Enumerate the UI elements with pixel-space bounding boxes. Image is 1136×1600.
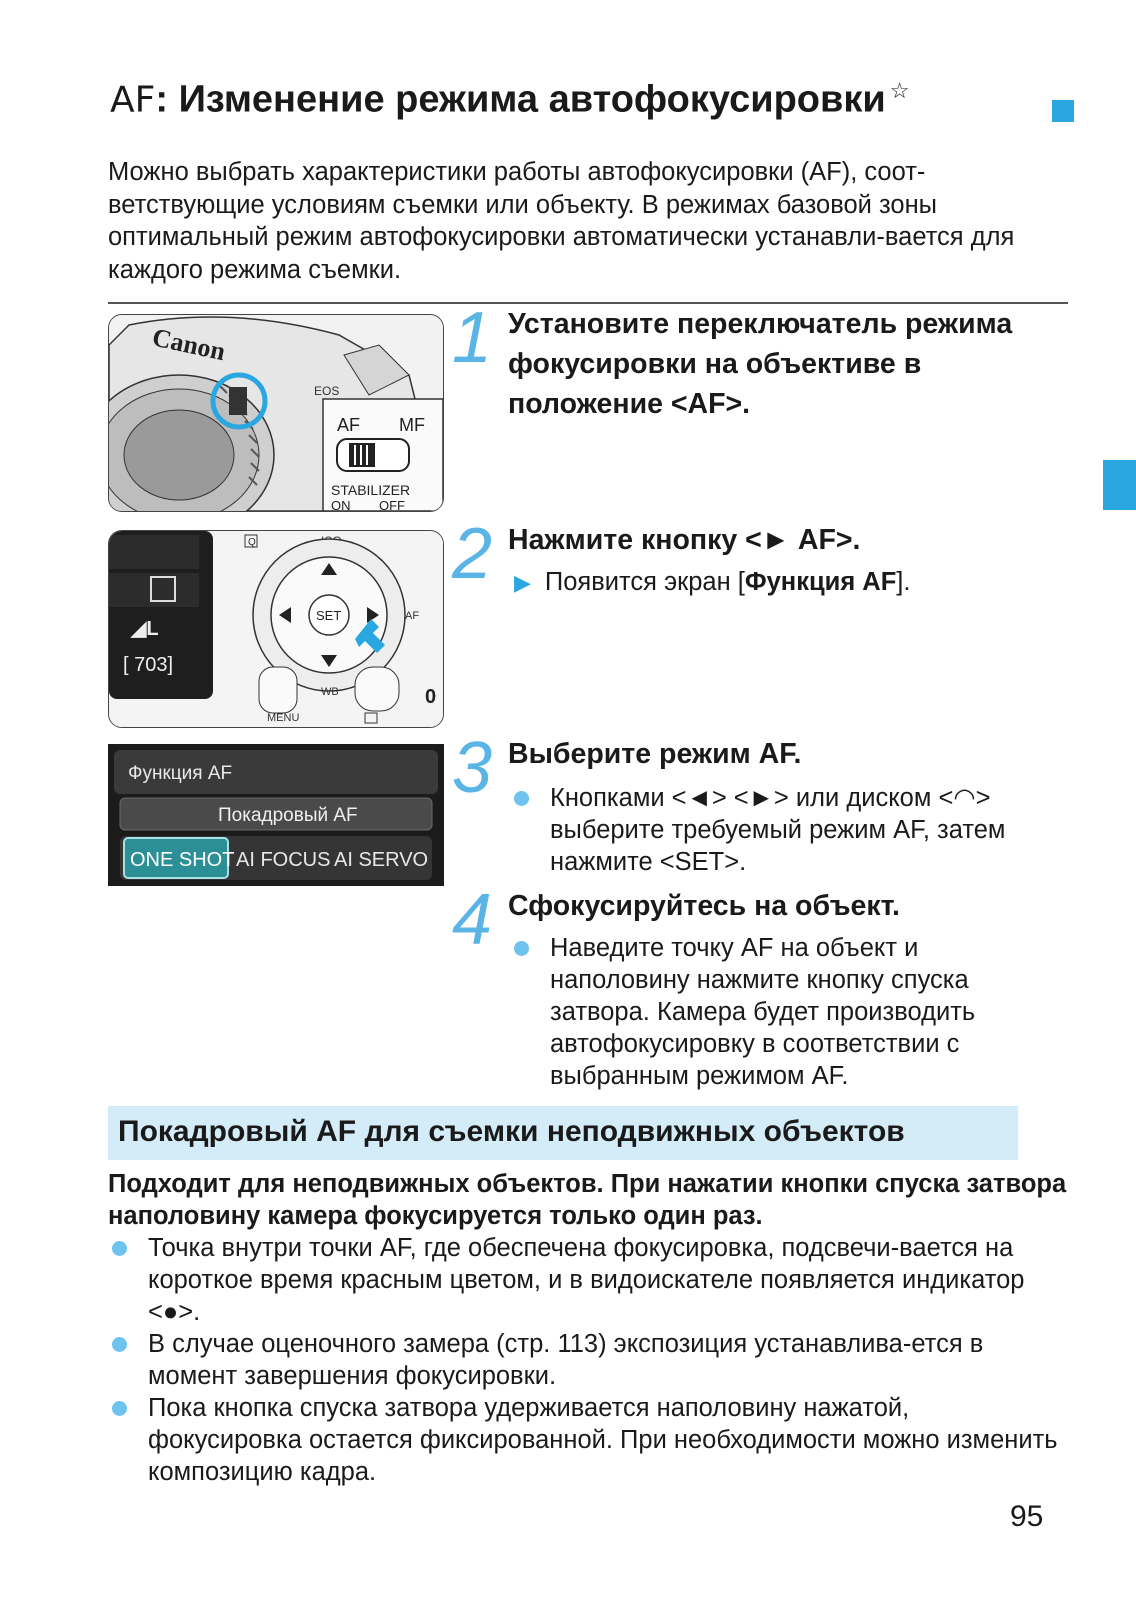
arrow-right-icon: ▶ <box>514 570 531 595</box>
bullet-icon <box>112 1241 127 1256</box>
step-number-4: 4 <box>452 880 493 960</box>
page-number: 95 <box>1010 1500 1044 1533</box>
svg-text:EOS: EOS <box>314 384 340 398</box>
step-heading-2: Нажмите кнопку <► AF>. <box>508 524 861 556</box>
menu-option-ai-focus[interactable]: AI FOCUS <box>236 849 331 871</box>
bullet-icon <box>514 941 529 956</box>
title-text: Изменение режима автофокусировки <box>178 78 886 121</box>
quality-label: ◢L <box>131 618 159 640</box>
step-number-2: 2 <box>452 514 493 594</box>
title-colon: : <box>155 78 168 121</box>
af-function-menu <box>108 744 444 886</box>
bullet-icon <box>514 791 529 806</box>
list-item: В случае оценочного замера (стр. 113) экспозиция устанавлива-ется в момент завершения фокусировки. <box>108 1328 1068 1392</box>
list-item: Пока кнопка спуска затвора удерживается наполовину нажатой, фокусировка остается фиксированной. При необходимости можно изменить композицию кадра. <box>108 1392 1068 1488</box>
section-title: Покадровый AF для съемки неподвижных объектов <box>118 1115 905 1148</box>
step-heading-4: Сфокусируйтесь на объект. <box>508 890 900 922</box>
stabilizer-on-label: ON <box>331 498 351 511</box>
side-tab <box>1103 460 1136 510</box>
shots-remaining: [ 703] <box>123 654 174 676</box>
step-body-3: Кнопками <◄> <►> или диском <◠> выберите требуемый режим AF, затем нажмите <SET>. <box>514 782 1054 878</box>
af-symbol: AF <box>110 79 156 121</box>
stabilizer-label: STABILIZER <box>331 482 411 498</box>
step-body-4: Наведите точку AF на объект и наполовину нажмите кнопку спуска затвора. Камера будет производить автофокусировку в соответствии с выбранным режимом AF. <box>514 932 1054 1092</box>
list-item: Точка внутри точки AF, где обеспечена фокусировка, подсвечи-вается на короткое время красным цветом, и в видоискателе появляется индикатор <●>. <box>108 1232 1068 1328</box>
q-label: Q <box>248 537 256 548</box>
menu-option-ai-servo[interactable]: AI SERVO <box>334 849 429 871</box>
menu-option-one-shot[interactable]: ONE SHOT <box>130 849 235 871</box>
section-lead: Подходит для неподвижных объектов. При нажатии кнопки спуска затвора наполовину камера фокусируется только один раз. <box>108 1170 1067 1230</box>
page-title <box>110 78 1100 122</box>
menu-title: Функция AF <box>128 763 233 784</box>
stabilizer-off-label: OFF <box>379 498 405 511</box>
set-label: SET <box>316 608 342 623</box>
step-body-2: ▶ Появится экран [Функция AF]. <box>514 568 911 596</box>
step-number-1: 1 <box>452 298 493 378</box>
step-heading-3: Выберите режим AF. <box>508 738 802 770</box>
step-number-3: 3 <box>452 728 493 808</box>
switch-af-label: AF <box>337 415 361 435</box>
lens-illustration <box>108 314 444 512</box>
camera-back-illustration <box>108 530 444 728</box>
menu-label: MENU <box>267 712 300 724</box>
bullet-icon <box>112 1401 127 1416</box>
step-heading-1: Установите переключатель режима фокусировки на объективе в положение <AF>. <box>508 308 1013 420</box>
wb-label: WB <box>321 686 339 698</box>
brand-label: Canon <box>149 322 228 367</box>
intro-paragraph: Можно выбрать характеристики работы автофокусировки (AF), соот-ветствующие условиям съемки или объекту. В режимах базовой зоны оптимальный режим автофокусировки автоматически устанавли-вается для каждого режима съемки. <box>108 158 1015 284</box>
section-bullet-list <box>108 1232 1068 1488</box>
star-icon: ☆ <box>889 78 910 103</box>
af-label: AF <box>405 610 420 622</box>
dial-zero: 0 <box>425 686 437 708</box>
bullet-icon <box>112 1337 127 1352</box>
section-marker-square <box>1052 100 1074 122</box>
menu-selected-mode: Покадровый AF <box>218 805 358 826</box>
switch-mf-label: MF <box>399 415 425 435</box>
